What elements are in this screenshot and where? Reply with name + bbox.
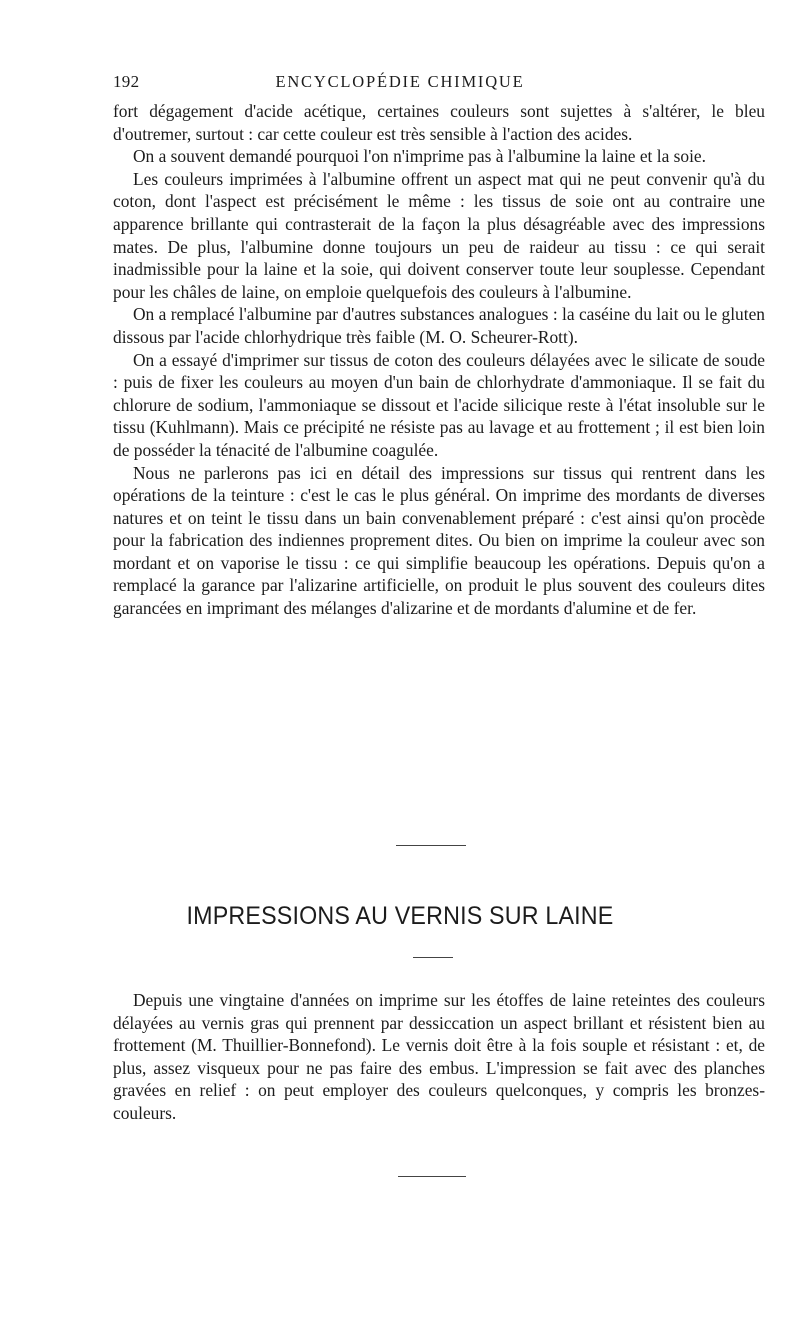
page-number: 192: [113, 72, 140, 91]
section-text: [113, 989, 765, 1125]
section-heading: IMPRESSIONS AU VERNIS SUR LAINE: [186, 902, 614, 930]
paragraph: On a souvent demandé pourquoi l'on n'imprime pas à l'albumine la laine et la soie.: [133, 146, 706, 167]
paragraph: Depuis une vingtaine d'années on imprime sur les étoffes de laine reteintes des couleurs délayées au vernis gras qui prennent par dessiccation un aspect brillant et résistent bien au frottement (M. Thuillier-Bonnefond). Le vernis doit être à la fois souple et résistant : et, de plus, assez visqueux pour ne pas faire des embus. L'impression se fait avec des planches gravées en relief : on peut employer des couleurs quelconques, y compris les bronzes-couleurs.: [113, 990, 765, 1123]
paragraph: On a remplacé l'albumine par d'autres substances analogues : la caséine du lait ou le gluten dissous par l'acide chlorhydrique très faible (M. O. Scheurer-Rott).: [113, 304, 765, 347]
paragraph: On a essayé d'imprimer sur tissus de coton des couleurs délayées avec le silicate de soude : puis de fixer les couleurs au moyen d'un bain de chlorhydrate d'ammoniaque. Il se fait du chlorure de sodium, l'ammoniaque se dissout et l'acide silicique reste à l'état insoluble sur le tissu (Kuhlmann). Mais ce précipité ne résiste pas au lavage et au frottement ; il est bien loin de posséder la ténacité de l'albumine coagulée.: [113, 349, 765, 460]
paragraph: Les couleurs imprimées à l'albumine offrent un aspect mat qui ne peut convenir qu'à du coton, dont l'aspect est précisément le même : les tissus de soie ont au contraire une apparence brillante qui contrasterait de la façon la plus désagréable avec des impressions mates. De plus, l'albumine donne toujours un peu de raideur au tissu : ce qui serait inadmissible pour la laine et la soie, qui doivent conserver toute leur souplesse. Cependant pour les châles de laine, on emploie quelquefois des couleurs à l'albumine.: [113, 168, 765, 302]
body-text: [113, 100, 765, 620]
paragraph: Nous ne parlerons pas ici en détail des impressions sur tissus qui rentrent dans les opérations de la teinture : c'est le cas le plus général. On imprime des mordants de diverses natures et on teint le tissu dans un bain convenablement préparé : c'est ainsi qu'on procède pour la fabrication des indiennes proprement dites. Ou bien on imprime la couleur avec son mordant et on vaporise le tissu : ce qui simplifie beaucoup les opérations. Depuis qu'on a remplacé la garance par l'alizarine artificielle, on produit le plus souvent des couleurs dites garancées en imprimant des mélanges d'alizarine et de mordants d'alumine et de fer.: [113, 462, 765, 619]
heading-underline: [413, 957, 453, 958]
section-divider: [396, 845, 466, 846]
end-divider: [398, 1176, 466, 1177]
paragraph-continued: fort dégagement d'acide acétique, certaines couleurs sont sujettes à s'altérer, le bleu d'outremer, surtout : car cette couleur est très sensible à l'action des acides.: [113, 101, 765, 144]
running-title: ENCYCLOPÉDIE CHIMIQUE: [275, 72, 525, 91]
